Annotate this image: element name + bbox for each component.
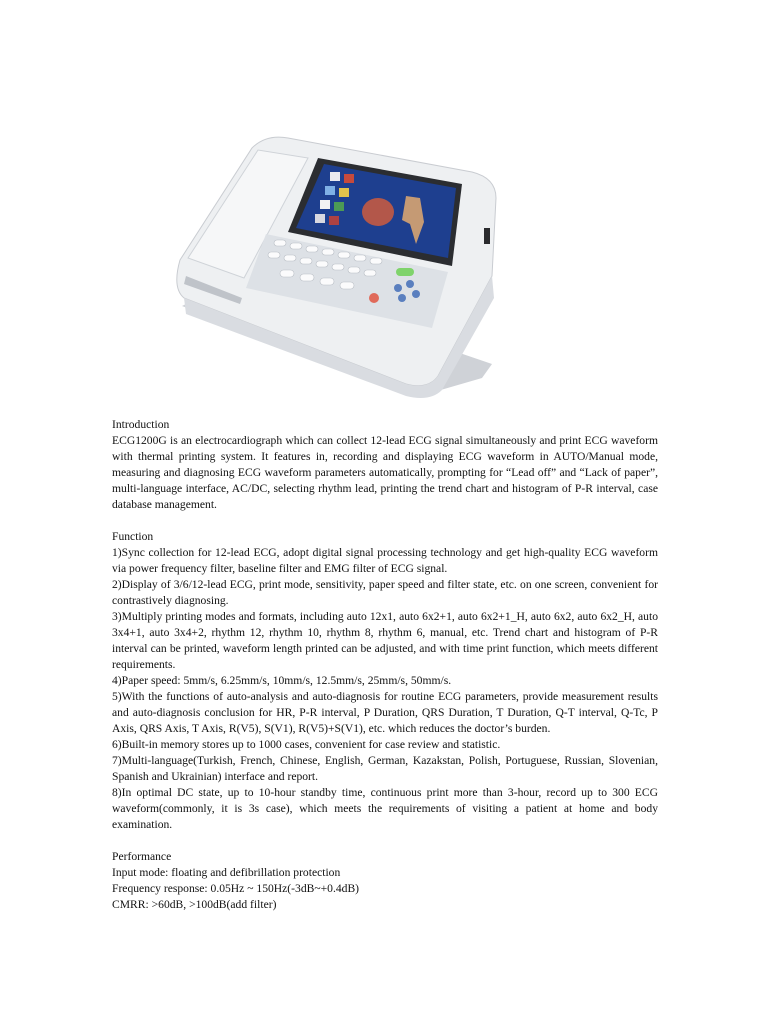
function-item: 3)Multiply printing modes and formats, including auto 12x1, auto 6x2+1, auto 6x2+1_H, auto 6x2, auto 6x2_H, auto 3x4+1, auto 3x4+2, rhythm 12, rhythm 10, rhythm 8, rhythm 6, manual, etc. Trend chart and histogram of P-R interval can be printed, waveform length printed can be adjusted, and with time print function, which meets different requirements. — [112, 610, 658, 671]
performance-section — [112, 849, 658, 913]
performance-heading: Performance — [112, 850, 172, 863]
record-key — [369, 293, 379, 303]
section-spacer — [112, 513, 658, 529]
function-item: 4)Paper speed: 5mm/s, 6.25mm/s, 10mm/s, 12.5mm/s, 25mm/s, 50mm/s. — [112, 674, 452, 687]
function-item: 5)With the functions of auto-analysis and auto-diagnosis for routine ECG parameters, provide measurement results and auto-diagnosis conclusion for HR, P-R interval, P Duration, QRS Duration, T Duration, Q-T interval, Q-Tc, P Axis, QRS Axis, T Axis, R(V5), S(V1), R(V5)+S(V1), etc. which reduces the doctor’s burden. — [112, 690, 658, 735]
ecg-device-illustration — [170, 128, 510, 400]
function-item: 2)Display of 3/6/12-lead ECG, print mode, sensitivity, paper speed and filter state, etc. on one screen, convenient for contrastively diagnosing. — [112, 578, 658, 607]
function-section — [112, 529, 658, 833]
introduction-heading: Introduction — [112, 418, 170, 431]
document-body — [112, 417, 658, 913]
performance-list — [112, 865, 658, 913]
side-port — [484, 228, 490, 244]
function-heading: Function — [112, 530, 154, 543]
introduction-section — [112, 417, 658, 513]
heart-graphic — [362, 198, 394, 226]
introduction-paragraph: ECG1200G is an electrocardiograph which can collect 12-lead ECG signal simultaneously and print ECG waveform with thermal printing system. It features in, recording and displaying ECG waveform in AUTO/Manual mode, measuring and diagnosing ECG waveform parameters automatically, prompting for “Lead off” and “Lack of paper”, multi-language interface, AC/DC, selecting rhythm lead, printing the trend chart and histogram of P-R interval, case database management. — [112, 434, 658, 511]
performance-item: Input mode: floating and defibrillation protection — [112, 866, 341, 879]
section-spacer — [112, 833, 658, 849]
start-key — [396, 268, 414, 276]
function-item: 6)Built-in memory stores up to 1000 cases, convenient for case review and statistic. — [112, 738, 501, 751]
performance-item: Frequency response: 0.05Hz ~ 150Hz(-3dB~+0.4dB) — [112, 882, 360, 895]
function-list — [112, 545, 658, 833]
function-item: 7)Multi-language(Turkish, French, Chinese, English, German, Kazakstan, Polish, Portuguese, Russian, Slovenian, Spanish and Ukrainian) interface and report. — [112, 754, 658, 783]
device-figure — [170, 128, 510, 400]
performance-item: CMRR: >60dB, >100dB(add filter) — [112, 898, 277, 911]
function-item: 1)Sync collection for 12-lead ECG, adopt digital signal processing technology and get high-quality ECG waveform via power frequency filter, baseline filter and EMG filter of ECG signal. — [112, 546, 658, 575]
function-item: 8)In optimal DC state, up to 10-hour standby time, continuous print more than 3-hour, record up to 300 ECG waveform(commonly, it is 3s case), which meets the requirements of visiting a patient at home and body examination. — [112, 786, 658, 831]
